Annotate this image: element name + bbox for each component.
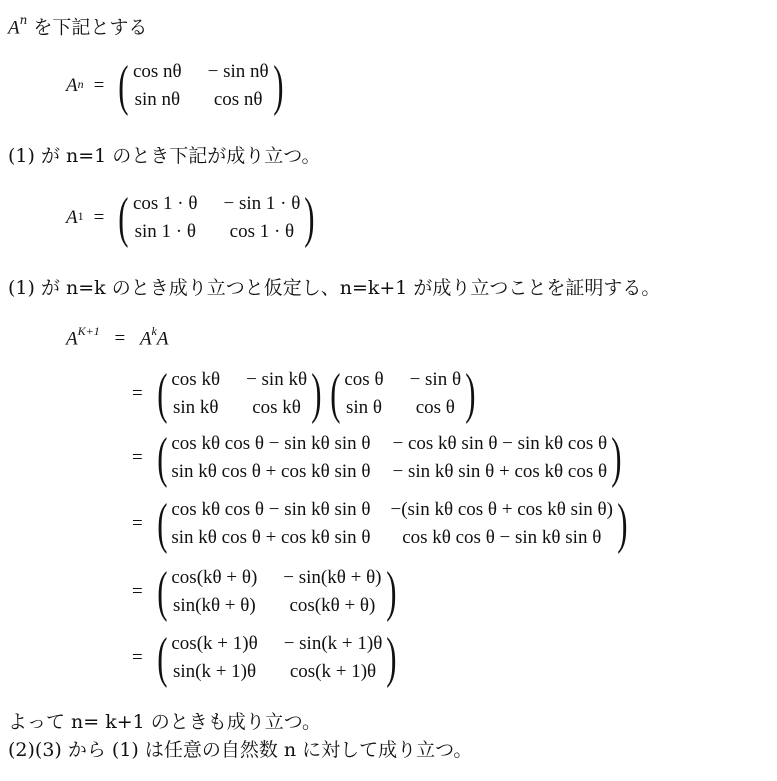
base-lhs-exp: 1: [77, 208, 84, 223]
left-paren: (: [156, 561, 168, 623]
equals-sign: =: [132, 513, 143, 534]
left-paren: (: [329, 363, 341, 425]
matrix-cell: sin nθ: [134, 89, 181, 110]
equals-sign: =: [132, 383, 143, 404]
matrix-product: [153, 427, 626, 489]
matrix-ka: [153, 363, 326, 425]
proof-line-1: [66, 326, 168, 350]
right-paren: ): [385, 561, 396, 623]
matrix-cell: cos 1 · θ: [229, 221, 295, 242]
right-paren: ): [304, 187, 315, 249]
proof-lhs: A: [66, 328, 78, 350]
matrix-cell: sin θ: [345, 397, 382, 418]
left-paren: (: [156, 627, 168, 689]
equals-sign: =: [132, 447, 143, 468]
matrix-cell: − sin(k + 1)θ: [283, 633, 383, 654]
matrix-cell: cos(kθ + θ): [171, 567, 258, 588]
matrix-final: [153, 627, 401, 689]
proof-lhs-exp: K+1: [77, 324, 100, 338]
matrix-cell: −(sin kθ cos θ + cos kθ sin θ): [390, 499, 613, 520]
matrix-cell: cos(k + 1)θ: [289, 661, 377, 682]
conclusion-line-1: よって n= k+1 のときも成り立つ。: [8, 711, 322, 733]
base-matrix: [114, 187, 319, 249]
left-paren: (: [118, 55, 129, 117]
matrix-cell: cos(k + 1)θ: [171, 633, 258, 654]
matrix-cell: − sin 1 · θ: [223, 193, 301, 214]
proof-rhs-tail: A: [156, 328, 169, 350]
equals-sign: =: [132, 581, 143, 602]
matrix-cell: − sin(kθ + θ): [283, 567, 382, 588]
right-paren: ): [386, 627, 397, 689]
intro-exponent: n: [19, 13, 28, 27]
right-paren: ): [272, 55, 284, 117]
matrix-regrouped: [153, 493, 632, 555]
left-paren: (: [156, 427, 168, 489]
intro-line: [8, 10, 147, 40]
definition-equation: [66, 55, 287, 117]
matrix-sum-angle: [153, 561, 400, 623]
right-paren: ): [311, 363, 322, 425]
matrix-cell: cos kθ: [171, 369, 221, 390]
matrix-cell: cos nθ: [213, 89, 263, 110]
matrix-cell: cos kθ: [252, 397, 301, 418]
right-paren: ): [465, 363, 476, 425]
base-equals: =: [93, 207, 105, 228]
matrix-a: [326, 363, 480, 425]
matrix-cell: sin(kθ + θ): [172, 595, 256, 616]
left-paren: (: [156, 363, 168, 425]
proof-rhs: A: [139, 328, 152, 350]
matrix-cell: cos kθ cos θ − sin kθ sin θ: [402, 527, 602, 548]
matrix-cell: cos θ: [415, 397, 455, 418]
matrix-cell: cos kθ cos θ − sin kθ sin θ: [171, 499, 371, 520]
matrix-cell: cos kθ cos θ − sin kθ sin θ: [171, 433, 371, 454]
proof-line-6: [132, 627, 401, 689]
def-equals: =: [93, 75, 105, 96]
matrix-cell: sin kθ cos θ + cos kθ sin θ: [171, 461, 371, 482]
matrix-cell: sin kθ: [172, 397, 219, 418]
matrix-cell: sin kθ cos θ + cos kθ sin θ: [171, 527, 371, 548]
proof-line-5: [132, 561, 400, 623]
base-lhs: A: [66, 207, 78, 228]
left-paren: (: [118, 187, 129, 249]
right-paren: ): [617, 493, 628, 555]
equals-sign: =: [132, 647, 143, 668]
matrix-cell: sin 1 · θ: [134, 221, 196, 242]
def-lhs-exp: n: [77, 76, 84, 91]
base-case-text: (1) が n=1 のとき下記が成り立つ。: [8, 145, 321, 167]
intro-symbol: A: [8, 17, 20, 39]
proof-line-2: [132, 363, 480, 425]
intro-text: を下記とする: [27, 16, 148, 39]
matrix-cell: − sin nθ: [207, 61, 269, 82]
proof-line-4: [132, 493, 632, 555]
induction-text: (1) が n=k のとき成り立つと仮定し、n=k+1 が成り立つことを証明する。: [8, 277, 661, 299]
matrix-cell: cos θ: [344, 369, 384, 390]
proof-equals: =: [114, 328, 126, 350]
matrix-cell: − sin kθ: [246, 369, 308, 390]
matrix-cell: cos(kθ + θ): [289, 595, 376, 616]
def-lhs: A: [66, 75, 78, 96]
matrix-cell: sin(k + 1)θ: [172, 661, 257, 682]
matrix-cell: − cos kθ sin θ − sin kθ cos θ: [392, 433, 608, 454]
def-matrix: [114, 55, 287, 117]
matrix-cell: − sin θ: [409, 369, 462, 390]
proof-line-3: [132, 427, 626, 489]
matrix-cell: cos 1 · θ: [132, 193, 198, 214]
matrix-cell: − sin kθ sin θ + cos kθ cos θ: [392, 461, 608, 482]
base-case-equation: [66, 187, 319, 249]
proof-rhs-exp: k: [151, 324, 157, 338]
left-paren: (: [156, 493, 168, 555]
matrix-cell: cos nθ: [132, 61, 182, 82]
right-paren: ): [611, 427, 622, 489]
conclusion-line-2: (2)(3) から (1) は任意の自然数 n に対して成り立つ。: [8, 739, 473, 761]
